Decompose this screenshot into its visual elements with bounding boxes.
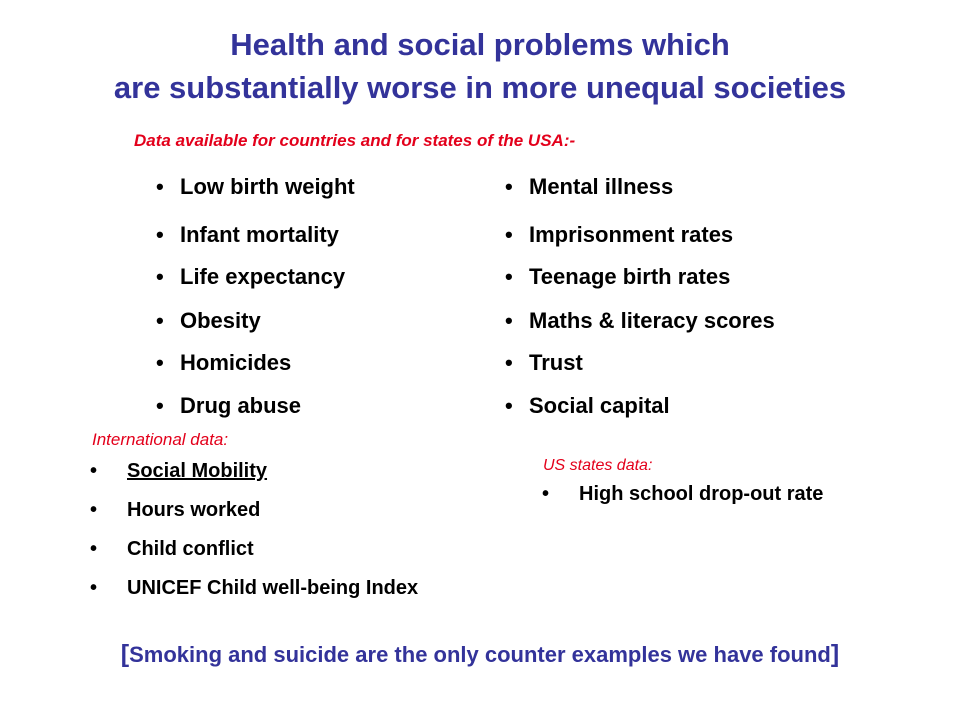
list-item-mental-illness bbox=[505, 174, 673, 200]
footnote-close-bracket: ] bbox=[830, 640, 840, 668]
list-item-label: Imprisonment rates bbox=[529, 222, 734, 247]
bullet-icon: • bbox=[156, 308, 164, 333]
list-item-label: Social Mobility bbox=[127, 460, 268, 482]
international-item-child-conflict bbox=[90, 537, 254, 561]
bullet-icon: • bbox=[156, 174, 164, 199]
counter-examples-footnote bbox=[0, 640, 960, 669]
bullet-icon: • bbox=[156, 350, 164, 375]
us-states-item-dropout-rate bbox=[542, 482, 823, 506]
list-item-label: Child conflict bbox=[127, 538, 254, 560]
list-item-label: Obesity bbox=[180, 308, 261, 333]
slide-title-line-2: are substantially worse in more unequal societies bbox=[113, 70, 847, 105]
list-item-obesity bbox=[156, 308, 261, 334]
international-item-social-mobility bbox=[90, 459, 267, 483]
list-item-label: Homicides bbox=[180, 350, 292, 375]
list-item-life-expectancy bbox=[156, 264, 345, 290]
list-item-label: Teenage birth rates bbox=[529, 264, 731, 289]
footnote-open-bracket: [ bbox=[120, 640, 130, 668]
data-availability-subtitle: Data available for countries and for states of the USA:- bbox=[134, 131, 576, 150]
international-item-hours-worked bbox=[90, 498, 260, 522]
bullet-icon: • bbox=[90, 577, 98, 599]
list-item-imprisonment-rates bbox=[505, 222, 733, 248]
bullet-icon: • bbox=[90, 538, 98, 560]
slide-title-line-1: Health and social problems which bbox=[230, 27, 730, 62]
list-item-label: Hours worked bbox=[127, 499, 261, 521]
list-item-maths-literacy-scores bbox=[505, 308, 775, 334]
list-item-homicides bbox=[156, 350, 291, 376]
bullet-icon: • bbox=[90, 460, 98, 482]
list-item-teenage-birth-rates bbox=[505, 264, 730, 290]
list-item-label: Infant mortality bbox=[180, 222, 339, 247]
bullet-icon: • bbox=[505, 264, 513, 289]
list-item-drug-abuse bbox=[156, 393, 301, 419]
list-item-infant-mortality bbox=[156, 222, 339, 248]
bullet-icon: • bbox=[505, 174, 513, 199]
list-item-label: Trust bbox=[529, 350, 583, 375]
list-item-label: Drug abuse bbox=[180, 393, 302, 418]
international-data-label: International data: bbox=[92, 430, 229, 449]
bullet-icon: • bbox=[90, 499, 98, 521]
list-item-label: Social capital bbox=[529, 393, 670, 418]
bullet-icon: • bbox=[505, 393, 513, 418]
list-item-trust bbox=[505, 350, 583, 376]
bullet-icon: • bbox=[156, 222, 164, 247]
bullet-icon: • bbox=[156, 264, 164, 289]
bullet-icon: • bbox=[505, 308, 513, 333]
bullet-icon: • bbox=[505, 222, 513, 247]
list-item-label: Mental illness bbox=[529, 174, 674, 199]
list-item-low-birth-weight bbox=[156, 174, 355, 200]
international-item-unicef-index bbox=[90, 576, 418, 600]
list-item-label: Life expectancy bbox=[180, 264, 346, 289]
list-item-label: Low birth weight bbox=[180, 174, 355, 199]
list-item-label: High school drop-out rate bbox=[579, 483, 824, 505]
footnote-text: Smoking and suicide are the only counter examples we have found bbox=[129, 642, 831, 667]
bullet-icon: • bbox=[505, 350, 513, 375]
list-item-label: Maths & literacy scores bbox=[529, 308, 775, 333]
bullet-icon: • bbox=[156, 393, 164, 418]
list-item-label: UNICEF Child well-being Index bbox=[127, 577, 419, 599]
bullet-icon: • bbox=[542, 483, 550, 505]
us-states-data-label: US states data: bbox=[543, 457, 653, 474]
list-item-social-capital bbox=[505, 393, 670, 419]
